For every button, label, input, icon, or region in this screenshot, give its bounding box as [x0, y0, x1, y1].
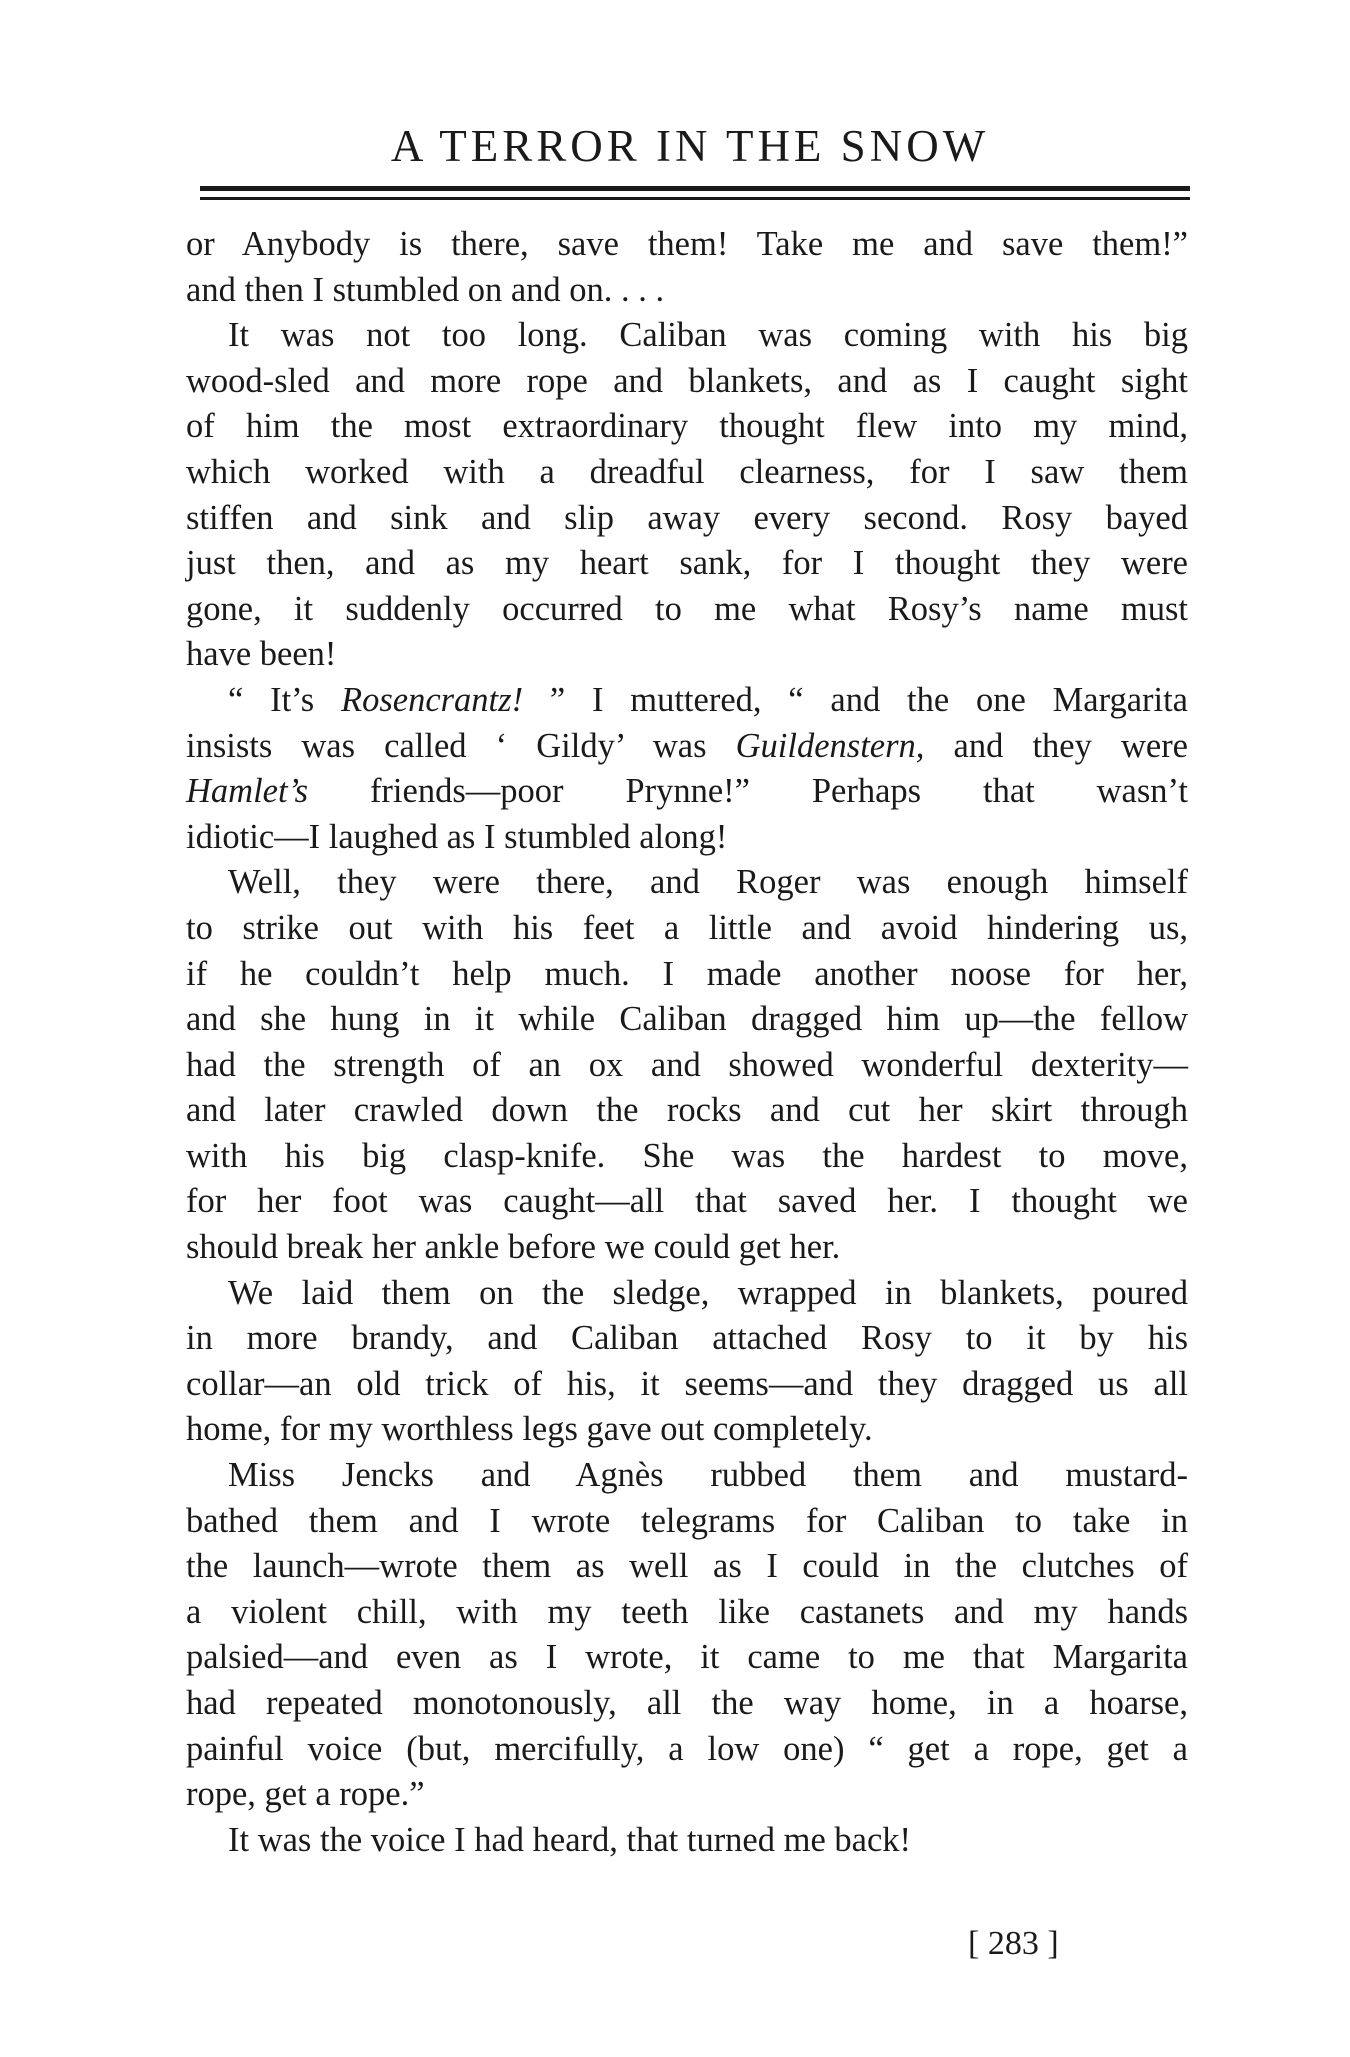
text-line: had the strength of an ox and showed wonderful dexterity—	[186, 1045, 1188, 1084]
paragraph	[186, 1271, 1188, 1453]
text-line: have been!	[186, 635, 337, 674]
text-line: a violent chill, with my teeth like castanets and my hands	[186, 1592, 1188, 1631]
text-line: of him the most extraordinary thought flew into my mind,	[186, 407, 1188, 446]
text-line: gone, it suddenly occurred to me what Rosy’s name must	[186, 589, 1188, 628]
text-line: “ It’s Rosencrantz! ” I muttered, “ and the one Margarita	[228, 680, 1188, 719]
paragraph	[186, 860, 1188, 1270]
text-line: and then I stumbled on and on. . . .	[186, 270, 665, 309]
italic-text: Rosencrantz!	[341, 680, 524, 719]
text-line: insists was called ‘ Gildy’ was Guildenstern, and they were	[186, 726, 1189, 765]
text-line: to strike out with his feet a little and avoid hindering us,	[186, 908, 1188, 947]
text-line: if he couldn’t help much. I made another noose for her,	[186, 954, 1188, 993]
text-line: We laid them on the sledge, wrapped in blankets, poured	[228, 1273, 1188, 1312]
text-line: and later crawled down the rocks and cut her skirt through	[186, 1091, 1188, 1130]
text-line: painful voice (but, mercifully, a low one) “ get a rope, get a	[186, 1729, 1188, 1768]
text-line: stiffen and sink and slip away every second. Rosy bayed	[186, 498, 1188, 537]
text-line: collar—an old trick of his, it seems—and they dragged us all	[186, 1364, 1188, 1403]
text-line: and she hung in it while Caliban dragged him up—the fellow	[186, 1000, 1188, 1039]
text-line: had repeated monotonously, all the way home, in a hoarse,	[186, 1684, 1188, 1722]
text-line: It was the voice I had heard, that turned me back!	[228, 1820, 912, 1859]
text-line: in more brandy, and Caliban attached Rosy to it by his	[186, 1319, 1188, 1358]
text-line: rope, get a rope.”	[186, 1775, 425, 1814]
text-line: which worked with a dreadful clearness, for I saw them	[186, 452, 1188, 491]
text-line: should break her ankle before we could get her.	[186, 1228, 841, 1267]
text-line: home, for my worthless legs gave out completely.	[186, 1410, 873, 1449]
text-line: for her foot was caught—all that saved her. I thought we	[186, 1182, 1188, 1221]
header-rule-thick	[200, 186, 1190, 191]
text-line: It was not too long. Caliban was coming with his big	[228, 316, 1188, 355]
running-head: A TERROR IN THE SNOW	[390, 121, 990, 171]
paragraph	[186, 1453, 1188, 1818]
text-line: Miss Jencks and Agnès rubbed them and mustard-	[228, 1456, 1188, 1495]
header-rule-thin	[200, 197, 1190, 200]
paragraph	[186, 678, 1188, 860]
page-number: [ 283 ]	[968, 1925, 1059, 1962]
text-line: Well, they were there, and Roger was enough himself	[228, 863, 1188, 902]
italic-text: Guildenstern,	[735, 726, 925, 765]
text-line: just then, and as my heart sank, for I thought they were	[186, 544, 1188, 583]
text-line: the launch—wrote them as well as I could in the clutches of	[186, 1547, 1188, 1586]
text-line: wood-sled and more rope and blankets, and as I caught sight	[186, 361, 1188, 400]
text-line: Hamlet’s friends—poor Prynne!” Perhaps that wasn’t	[186, 772, 1188, 811]
text-line: bathed them and I wrote telegrams for Caliban to take in	[186, 1501, 1188, 1540]
paragraph	[186, 313, 1188, 678]
text-line: idiotic—I laughed as I stumbled along!	[186, 817, 728, 856]
text-line: or Anybody is there, save them! Take me and save them!”	[186, 225, 1188, 263]
paragraph	[186, 222, 1188, 313]
italic-text: Hamlet’s	[186, 772, 309, 811]
text-line: palsied—and even as I wrote, it came to me that Margarita	[186, 1638, 1188, 1677]
body-text	[186, 222, 1188, 1863]
text-line: with his big clasp-knife. She was the hardest to move,	[186, 1136, 1188, 1175]
paragraph	[186, 1818, 1188, 1864]
